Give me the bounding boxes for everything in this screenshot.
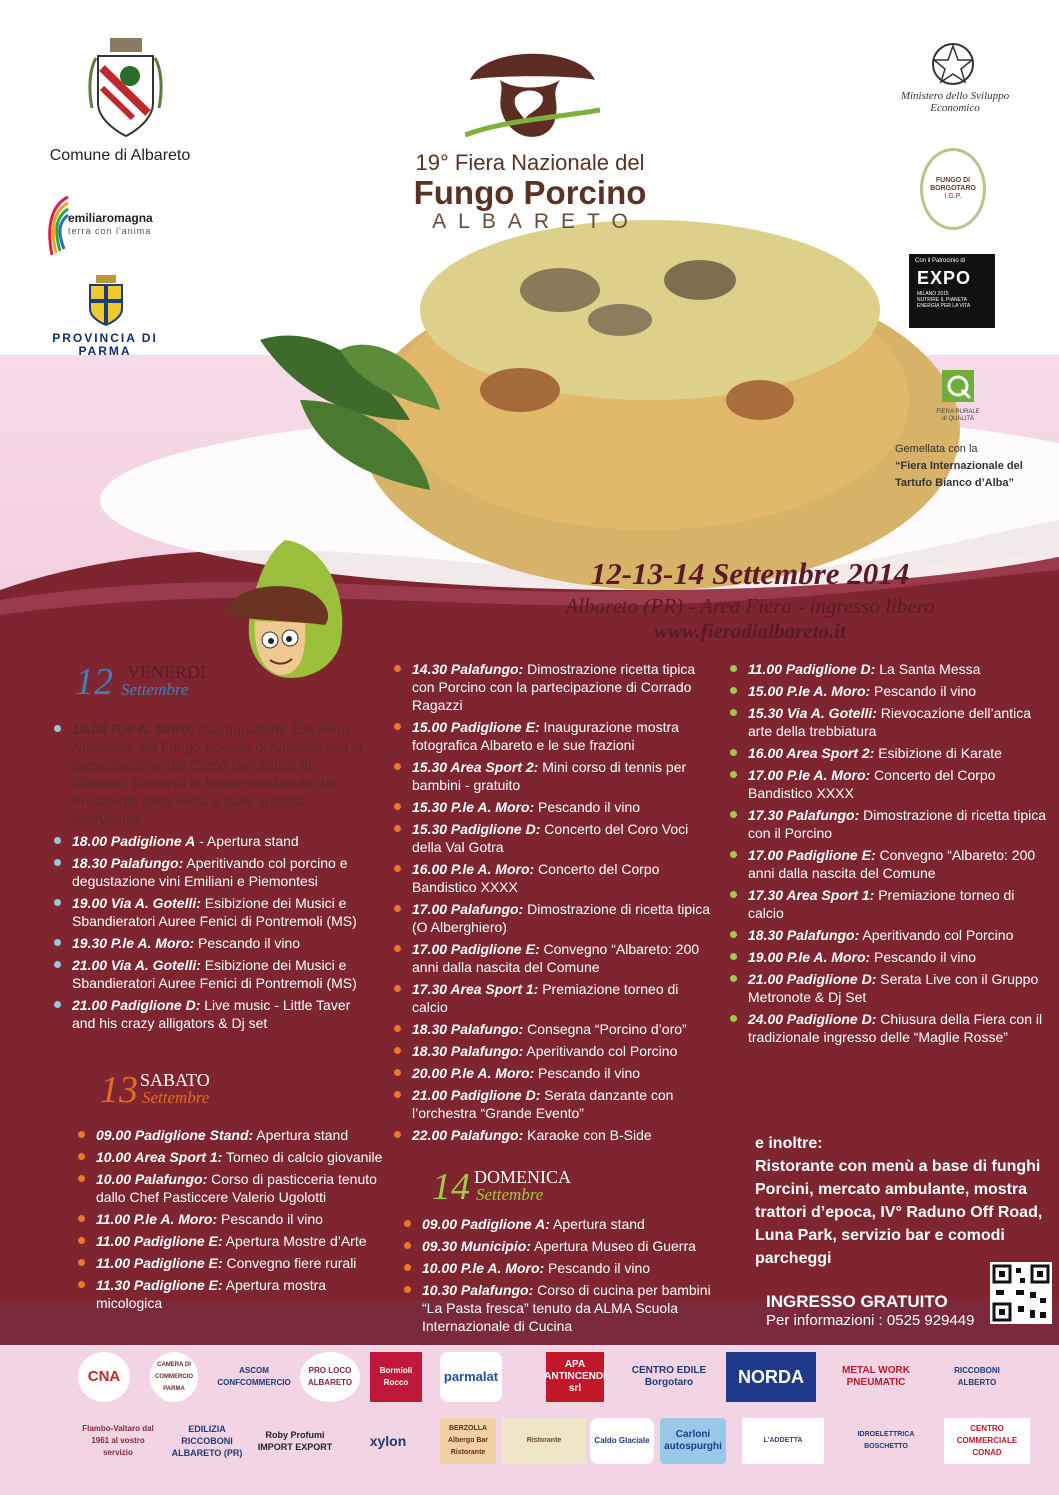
programme-item-text: Live music - Little Taver and his crazy alligators & Dj set xyxy=(72,997,351,1031)
programme-item-text: Pescando il vino xyxy=(534,1065,641,1081)
day-number: 13 xyxy=(100,1069,138,1111)
gemellata-line1: “Fiera Internazionale del xyxy=(895,460,1023,472)
programme-saturday-afternoon xyxy=(388,660,718,1148)
programme-item-time-place: 15.30 Padiglione D: xyxy=(412,821,541,837)
fungo-borgotaro-line3: I.G.P. xyxy=(944,193,962,200)
expo-patrocinio: Con il Patrocinio di xyxy=(915,258,966,264)
info-phone[interactable]: Per informazioni : 0525 929449 xyxy=(766,1312,975,1329)
sponsor-logo: CENTRO COMMERCIALE CONAD xyxy=(944,1418,1030,1464)
programme-item xyxy=(724,926,1054,944)
programme-item xyxy=(72,1232,392,1250)
programme-item xyxy=(398,1215,728,1233)
programme-item-text: Apertura stand xyxy=(549,1216,645,1232)
expo-2015-logo xyxy=(909,254,995,328)
bullet-icon xyxy=(54,939,61,946)
programme-item xyxy=(724,948,1054,966)
albareto-coat-of-arms xyxy=(88,38,163,143)
programme-item-text: Esibizione dei Musici e Sbandieratori Auree Fenici di Pontremoli (MS) xyxy=(72,957,357,991)
also-info xyxy=(755,1132,1055,1270)
programme-item xyxy=(388,940,718,976)
programme-item xyxy=(388,1042,718,1060)
programme-item-time-place: 10.00 Area Sport 1: xyxy=(96,1149,223,1165)
programme-item-text: Premiazione torneo di calcio xyxy=(412,981,679,1015)
gemellata-label: Gemellata con la xyxy=(895,443,978,455)
bullet-icon xyxy=(394,1131,401,1138)
expo-line1: MILANO 2015 xyxy=(917,291,949,297)
programme-item-time-place: 21.00 Via A. Gotelli: xyxy=(72,957,201,973)
bullet-icon xyxy=(730,975,737,982)
day-number: 14 xyxy=(432,1166,470,1208)
emilia-romagna-name: emiliaromagna xyxy=(68,211,153,225)
bullet-icon xyxy=(404,1286,411,1293)
programme-item xyxy=(72,1126,392,1144)
programme-item-time-place: 18.30 Palafungo: xyxy=(412,1043,524,1059)
programme-item xyxy=(388,980,718,1016)
fungo-borgotaro-igp-logo xyxy=(920,148,986,230)
sponsor-logo: CAMERA DI COMMERCIO PARMA xyxy=(150,1352,198,1402)
programme-item-time-place: 15.30 P.le A. Moro: xyxy=(412,799,535,815)
programme-item-text: Serata danzante con l’orchestra “Grande Evento” xyxy=(412,1087,674,1121)
programme-sunday-morning xyxy=(398,1215,728,1339)
sponsor-logo: Carloni autospurghi xyxy=(660,1418,726,1464)
programme-item-text: Consegna “Porcino d’oro” xyxy=(523,1021,687,1037)
bullet-icon xyxy=(394,723,401,730)
programme-item-text: Pescando il vino xyxy=(217,1211,323,1227)
programme-item-time-place: 17.00 Padiglione E: xyxy=(412,941,540,957)
programme-item-text: - Apertura stand xyxy=(195,833,299,849)
programme-item-time-place: 19.30 P.le A. Moro: xyxy=(72,935,195,951)
programme-item-time-place: 18.00 P.le A. Moro: xyxy=(72,721,195,737)
programme-item xyxy=(398,1281,728,1335)
programme-item-time-place: 14.30 Palafungo: xyxy=(412,661,524,677)
bullet-icon xyxy=(54,859,61,866)
programme-item-time-place: 11.00 Padiglione E: xyxy=(96,1233,223,1249)
programme-item-time-place: 20.00 P.le A. Moro: xyxy=(412,1065,535,1081)
sponsor-logo: Bormioli Rocco xyxy=(370,1352,422,1402)
day-number: 12 xyxy=(75,661,113,703)
fiera-rurale-icon xyxy=(940,368,976,404)
bullet-icon xyxy=(404,1242,411,1249)
sponsor-logo: EDILIZIA RICCOBONI ALBARETO (PR) xyxy=(171,1424,243,1458)
programme-item-text: Dimostrazione di ricetta tipica (O Alberghiero) xyxy=(412,901,711,935)
programme-item-text: Dimostrazione di ricetta tipica con il Porcino xyxy=(748,807,1047,841)
programme-item-text: Pescando il vino xyxy=(870,683,977,699)
programme-item xyxy=(388,758,718,794)
bullet-icon xyxy=(54,1001,61,1008)
bullet-icon xyxy=(78,1131,85,1138)
bullet-icon xyxy=(78,1215,85,1222)
programme-item-text: Apertura Museo di Guerra xyxy=(530,1238,696,1254)
sponsor-logo: METAL WORK PNEUMATIC xyxy=(842,1365,910,1388)
programme-item-time-place: 15.00 Padiglione E: xyxy=(412,719,540,735)
provincia-parma-crest xyxy=(88,275,124,327)
bullet-icon xyxy=(394,803,401,810)
programme-item-text: Pescando il vino xyxy=(870,949,977,965)
programme-item-time-place: 19.00 Via A. Gotelli: xyxy=(72,895,201,911)
also-text: Ristorante con menù a base di funghi Porcini, mercato ambulante, mostra trattori d’epoca, IV° Raduno Off Road, Luna Park, servizio bar e comodi parcheggi xyxy=(755,1158,1043,1267)
event-title-line1: 19° Fiera Nazionale del xyxy=(415,150,645,175)
programme-item xyxy=(48,894,368,930)
sponsor-logo: L'ADDETTA xyxy=(742,1418,824,1464)
programme-item-time-place: 16.00 Area Sport 2: xyxy=(748,745,875,761)
day-header-friday xyxy=(75,660,275,710)
programme-item xyxy=(388,1126,718,1144)
provincia-name: PROVINCIA DI PARMA xyxy=(52,331,158,358)
programme-item-text: Torneo di calcio giovanile xyxy=(222,1149,383,1165)
programme-item xyxy=(724,704,1054,740)
emilia-romagna-tagline: terra con l'anima xyxy=(68,226,152,236)
bullet-icon xyxy=(730,1015,737,1022)
fiera-rurale-logo xyxy=(935,368,981,423)
sponsor-logo: CENTRO EDILE Borgotaro xyxy=(631,1365,707,1388)
event-dates: 12-13-14 Settembre 2014 xyxy=(590,556,910,591)
programme-item xyxy=(388,1086,718,1122)
day-name: DOMENICA xyxy=(474,1167,571,1187)
programme-item-time-place: 18.30 Palafungo: xyxy=(412,1021,524,1037)
programme-item-time-place: 11.00 P.le A. Moro: xyxy=(96,1211,218,1227)
bullet-icon xyxy=(730,953,737,960)
sponsor-logo: Caldo Glaciale xyxy=(590,1418,654,1464)
fungo-porcino-logo xyxy=(465,40,600,150)
bullet-icon xyxy=(394,1091,401,1098)
programme-item-time-place: 09.00 Padiglione A: xyxy=(422,1216,550,1232)
expo-logo-text: EXPO xyxy=(917,268,972,288)
programme-item xyxy=(72,1276,392,1312)
programme-item xyxy=(388,718,718,754)
programme-item xyxy=(724,682,1054,700)
also-title: e inoltre: xyxy=(755,1135,823,1152)
bullet-icon xyxy=(78,1237,85,1244)
programme-item-time-place: 11.30 Padiglione E: xyxy=(96,1277,223,1293)
programme-item-time-place: 17.30 Palafungo: xyxy=(748,807,860,823)
programme-item-text: Pescando il vino xyxy=(534,799,641,815)
sponsor-logo: Flambo-Valtaro dal 1961 al vostro servizio xyxy=(82,1424,154,1457)
programme-item xyxy=(724,806,1054,842)
sponsor-logo: BERZOLLA Albergo Bar Ristorante xyxy=(440,1418,496,1464)
bullet-icon xyxy=(730,771,737,778)
day-name: VENERDI xyxy=(127,662,206,682)
sponsor-logo: xylon xyxy=(369,1433,407,1449)
programme-item-text: Mini corso di tennis per bambini - gratuito xyxy=(412,759,687,793)
bullet-icon xyxy=(54,961,61,968)
programme-item xyxy=(724,970,1054,1006)
programme-item xyxy=(388,798,718,816)
sponsor-logo: ASCOM CONFCOMMERCIO xyxy=(217,1366,291,1387)
programme-item-time-place: 10.30 Palafungo: xyxy=(422,1282,534,1298)
programme-item xyxy=(48,720,368,828)
comune-name: Comune di Albareto xyxy=(49,147,191,164)
event-dates-block xyxy=(500,556,1000,644)
programme-item-time-place: 17.30 Area Sport 1: xyxy=(412,981,539,997)
programme-item xyxy=(72,1210,392,1228)
bullet-icon xyxy=(730,931,737,938)
programme-item-text: Aperitivando col porcino e degustazione vini Emiliani e Piemontesi xyxy=(72,855,348,889)
programme-item-text: Premiazione torneo di calcio xyxy=(748,887,1015,921)
programme-item-time-place: 18.00 Padiglione A xyxy=(72,833,196,849)
bullet-icon xyxy=(78,1281,85,1288)
programme-item-text: Chiusura della Fiera con il tradizionale ingresso delle “Maglie Rosse” xyxy=(748,1011,1043,1045)
programme-item xyxy=(72,1148,392,1166)
programme-item-text: Rievocazione dell’antica arte della trebbiatura xyxy=(748,705,1031,739)
bullet-icon xyxy=(730,709,737,716)
sponsor-logo: Roby Profumi IMPORT EXPORT xyxy=(257,1430,333,1452)
day-month: Settembre xyxy=(476,1185,544,1204)
bullet-icon xyxy=(394,905,401,912)
event-title xyxy=(360,150,700,234)
programme-item-time-place: 24.00 Padiglione D: xyxy=(748,1011,877,1027)
programme-item-time-place: 21.00 Padiglione D: xyxy=(72,997,201,1013)
programme-item xyxy=(48,832,368,850)
bullet-icon xyxy=(54,725,61,732)
qr-code-icon[interactable] xyxy=(990,1262,1052,1324)
programme-item xyxy=(388,1020,718,1038)
sponsor-logo: RICCOBONI ALBERTO xyxy=(954,1366,1000,1387)
expo-line2: NUTRIRE IL PIANETA xyxy=(917,297,968,303)
programme-item-time-place: 17.30 Area Sport 1: xyxy=(748,887,875,903)
programme-item-time-place: 15.30 Area Sport 2: xyxy=(412,759,539,775)
programme-item-text: Inaugurazione 19a Fiera Nazionale del Fungo Porcino di Albareto con la partecipazione del Corpo Bandistico di Albareto. Discorso di benvenuto tenuto dal Presidente della Fiera e dalle autorità intervenute xyxy=(72,721,364,827)
bullet-icon xyxy=(730,665,737,672)
programme-item xyxy=(724,766,1054,802)
day-month: Settembre xyxy=(142,1088,210,1107)
programme-item xyxy=(398,1259,728,1277)
italian-republic-emblem xyxy=(930,40,976,86)
programme-item-time-place: 09.00 Padiglione Stand: xyxy=(96,1127,254,1143)
programme-item-time-place: 15.30 Via A. Gotelli: xyxy=(748,705,877,721)
event-title-line3: ALBARETO xyxy=(432,210,640,233)
bullet-icon xyxy=(730,851,737,858)
free-entry-title: INGRESSO GRATUITO xyxy=(766,1292,948,1311)
programme-item-text: Convegno “Albareto: 200 anni dalla nascita del Comune xyxy=(748,847,1036,881)
programme-item-time-place: 17.00 Padiglione E: xyxy=(748,847,876,863)
day-header-saturday xyxy=(100,1068,300,1118)
programme-item xyxy=(388,820,718,856)
sponsor-logo: CNA xyxy=(78,1352,130,1402)
sponsor-logo: parmalat xyxy=(440,1352,502,1402)
programme-saturday-morning xyxy=(72,1126,392,1316)
bullet-icon xyxy=(54,837,61,844)
fungo-borgotaro-line1: FUNGO DI xyxy=(935,177,971,184)
programme-item-text: Aperitivando col Porcino xyxy=(523,1043,678,1059)
programme-item xyxy=(398,1237,728,1255)
programme-item-text: Concerto del Corpo Bandistico XXXX xyxy=(412,861,660,895)
programme-friday xyxy=(48,720,368,1036)
bullet-icon xyxy=(730,749,737,756)
bullet-icon xyxy=(394,763,401,770)
sponsor-logo: IDROELETTRICA BOSCHETTO xyxy=(857,1431,915,1450)
programme-item-text: Esibizione di Karate xyxy=(874,745,1002,761)
programme-item xyxy=(72,1254,392,1272)
programme-item-time-place: 15.00 P.le A. Moro: xyxy=(748,683,871,699)
bullet-icon xyxy=(394,985,401,992)
programme-item-time-place: 21.00 Padiglione D: xyxy=(412,1087,541,1103)
programme-item-time-place: 21.00 Padiglione D: xyxy=(748,971,877,987)
programme-item-time-place: 19.00 P.le A. Moro: xyxy=(748,949,871,965)
programme-item-text: Concerto del Corpo Bandistico XXXX xyxy=(748,767,996,801)
bullet-icon xyxy=(78,1153,85,1160)
gemellata-note xyxy=(895,441,1045,492)
programme-item-time-place: 18.30 Palafungo: xyxy=(748,927,860,943)
gemellata-line2: Tartufo Bianco d’Alba” xyxy=(895,477,1014,489)
programme-item-time-place: 09.30 Municipio: xyxy=(422,1238,531,1254)
day-month: Settembre xyxy=(121,680,189,699)
bullet-icon xyxy=(394,1069,401,1076)
bullet-icon xyxy=(54,899,61,906)
programme-item-text: Esibizione dei Musici e Sbandieratori Auree Fenici di Pontremoli (MS) xyxy=(72,895,357,929)
bullet-icon xyxy=(394,665,401,672)
programme-item-text: Apertura stand xyxy=(253,1127,349,1143)
programme-item xyxy=(48,934,368,952)
programme-item-text: La Santa Messa xyxy=(875,661,981,677)
bullet-icon xyxy=(404,1220,411,1227)
programme-item-time-place: 17.00 Palafungo: xyxy=(412,901,524,917)
bullet-icon xyxy=(394,825,401,832)
event-location: Albareto (PR) - Area Fiera - ingresso libero xyxy=(565,594,935,618)
programme-item-text: Apertura mostra micologica xyxy=(96,1277,327,1311)
bullet-icon xyxy=(404,1264,411,1271)
bullet-icon xyxy=(78,1175,85,1182)
programme-item xyxy=(724,846,1054,882)
programme-item-text: Corso di cucina per bambini “La Pasta fresca” tenuto da ALMA Scuola Internazionale di Cucina xyxy=(422,1282,711,1334)
programme-item-text: Concerto del Coro Voci della Val Gotra xyxy=(412,821,689,855)
day-header-sunday xyxy=(432,1165,652,1215)
programme-item xyxy=(724,886,1054,922)
programme-item-text: Pescando il vino xyxy=(544,1260,651,1276)
programme-item-time-place: 17.00 P.le A. Moro: xyxy=(748,767,871,783)
programme-item xyxy=(388,1064,718,1082)
programme-item xyxy=(48,854,368,890)
programme-item-time-place: 10.00 P.le A. Moro: xyxy=(422,1260,545,1276)
programme-item-text: Convegno fiere rurali xyxy=(222,1255,357,1271)
bullet-icon xyxy=(394,865,401,872)
programme-item-time-place: 18.30 Palafungo: xyxy=(72,855,184,871)
programme-item xyxy=(48,996,368,1032)
sponsor-logo: PRO LOCO ALBARETO xyxy=(300,1352,360,1402)
programme-item-time-place: 10.00 Palafungo: xyxy=(96,1171,208,1187)
bullet-icon xyxy=(78,1259,85,1266)
programme-item xyxy=(724,1010,1054,1046)
programme-item xyxy=(388,900,718,936)
programme-item-time-place: 11.00 Padiglione D: xyxy=(748,661,876,677)
ministero-name: Ministero dello Sviluppo Economico xyxy=(900,90,1010,114)
event-title-line2: Fungo Porcino xyxy=(413,174,647,211)
bullet-icon xyxy=(730,811,737,818)
event-website[interactable]: www.fieradialbareto.it xyxy=(654,619,846,643)
programme-item xyxy=(48,956,368,992)
bullet-icon xyxy=(394,1047,401,1054)
programme-item xyxy=(724,660,1054,678)
programme-item-text: Inaugurazione mostra fotografica Albareto e le sue frazioni xyxy=(412,719,679,753)
free-entry-block xyxy=(766,1292,974,1329)
sponsor-logo: APA ANTINCENDI srl xyxy=(546,1352,604,1402)
programme-item-time-place: 11.00 Padiglione E: xyxy=(96,1255,223,1271)
programme-item-text: Pescando il vino xyxy=(194,935,301,951)
programme-item-text: Aperitivando col Porcino xyxy=(859,927,1014,943)
programme-sunday-afternoon xyxy=(724,660,1054,1050)
programme-item-text: Karaoke con B-Side xyxy=(523,1127,652,1143)
day-name: SABATO xyxy=(140,1070,210,1090)
programme-item xyxy=(388,660,718,714)
programme-item-text: Apertura Mostre d’Arte xyxy=(222,1233,367,1249)
emilia-romagna-logo xyxy=(42,195,70,259)
fungo-borgotaro-line2: BORGOTARO xyxy=(930,185,976,192)
bullet-icon xyxy=(730,687,737,694)
programme-item-time-place: 22.00 Palafungo: xyxy=(412,1127,524,1143)
programme-item-text: Dimostrazione ricetta tipica con Porcino con la partecipazione di Corrado Ragazzi xyxy=(412,661,696,713)
fiera-rurale-line2: di QUALITÀ xyxy=(941,416,974,422)
expo-line3: ENERGIA PER LA VITA xyxy=(917,303,971,309)
programme-item xyxy=(388,860,718,896)
fiera-rurale-line1: FIERA RURALE xyxy=(936,409,980,415)
programme-item xyxy=(724,744,1054,762)
sponsor-logo: NORDA xyxy=(726,1352,816,1402)
bullet-icon xyxy=(394,945,401,952)
sponsor-logo: Ristorante xyxy=(502,1418,586,1464)
bullet-icon xyxy=(730,891,737,898)
programme-item-text: Convegno “Albareto: 200 anni dalla nascita del Comune xyxy=(412,941,700,975)
programme-item-text: Serata Live con il Gruppo Metronote & Dj Set xyxy=(748,971,1039,1005)
programme-item-time-place: 16.00 P.le A. Moro: xyxy=(412,861,535,877)
bullet-icon xyxy=(394,1025,401,1032)
programme-item-text: Corso di pasticceria tenuto dallo Chef Pasticcere Valerio Ugolotti xyxy=(96,1171,377,1205)
programme-item xyxy=(72,1170,392,1206)
